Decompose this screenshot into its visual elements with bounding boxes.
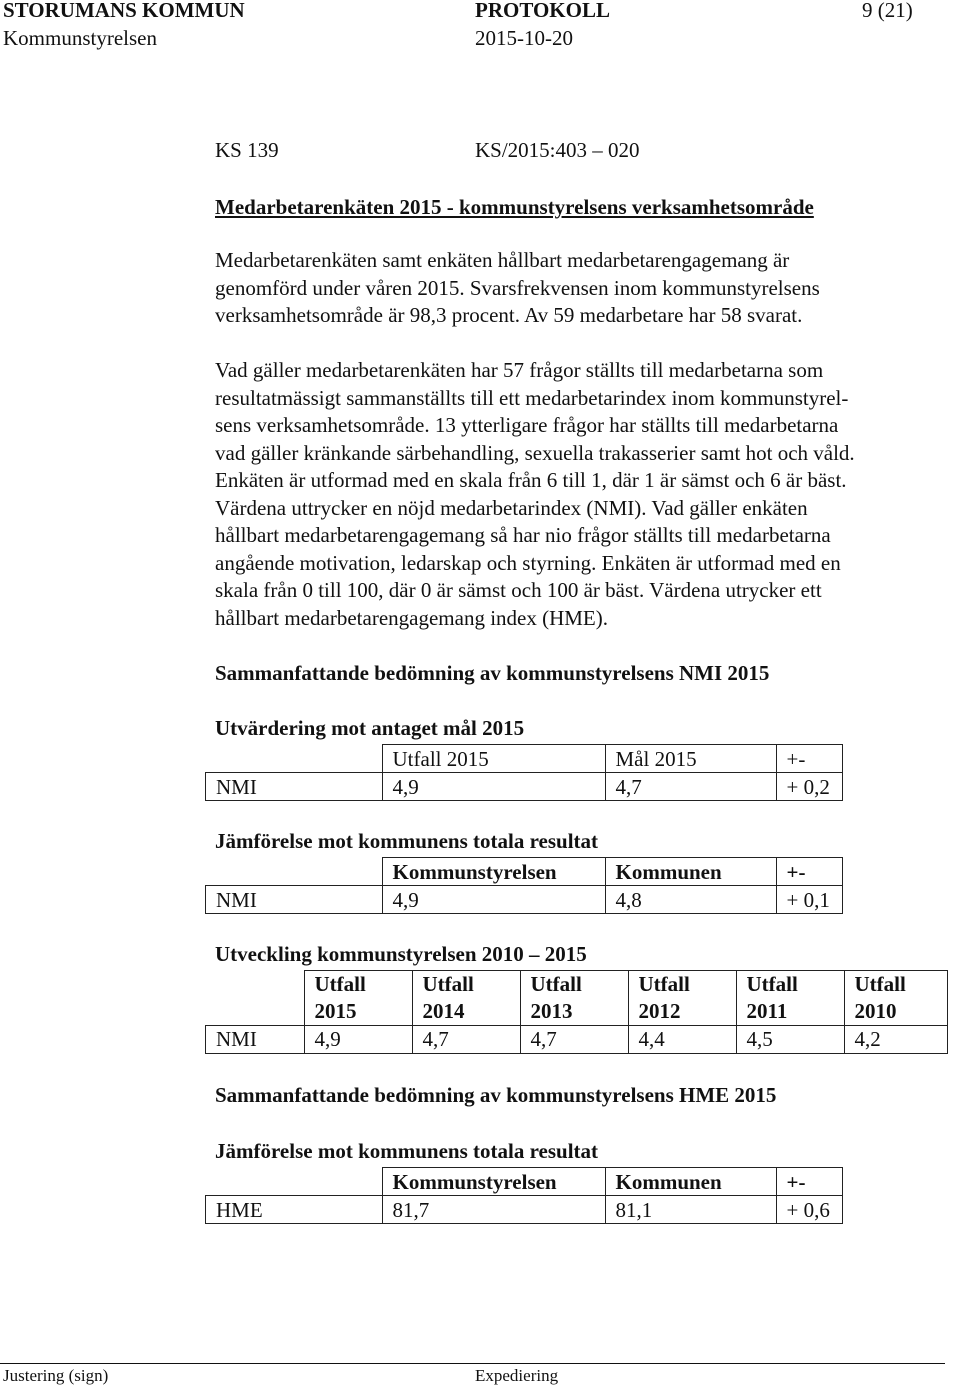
header-word: Utfall: [746, 972, 798, 996]
table-header-cell: [412, 971, 520, 1026]
table-header-cell: Mål 2015: [605, 745, 776, 773]
table-cell: 4,8: [605, 886, 776, 914]
table-header-cell: [628, 971, 736, 1026]
header-year: 2012: [638, 999, 681, 1023]
table-cell: 4,9: [304, 1026, 412, 1054]
nmi-section-heading: Sammanfattande bedömning av kommunstyrelsens NMI 2015: [215, 661, 770, 685]
header-word: Utfall: [314, 972, 366, 996]
nmi-trend-table: [205, 970, 948, 1054]
table-corner: [206, 745, 383, 773]
header-year: 2015: [314, 999, 357, 1023]
body-paragraph: [215, 357, 950, 632]
table-header-cell: +-: [776, 1168, 842, 1196]
nmi-compare-table: [205, 857, 843, 914]
body-name: Kommunstyrelsen: [3, 26, 157, 50]
table-cell: 4,7: [412, 1026, 520, 1054]
text-line: Enkäten är utformad med en skala från 6 till 1, där 1 är sämst och 6 är bäst.: [215, 468, 847, 492]
case-number: KS 139: [215, 138, 279, 162]
table-header-cell: [736, 971, 844, 1026]
header-word: Utfall: [638, 972, 690, 996]
text-line: verksamhetsområde är 98,3 procent. Av 59 medarbetare har 58 svarat.: [215, 303, 803, 327]
text-line: hållbart medarbetarengagemang index (HME).: [215, 605, 609, 630]
table-cell: + 0,6: [776, 1196, 842, 1224]
meeting-date: 2015-10-20: [475, 26, 573, 50]
text-line: genomförd under våren 2015. Svarsfrekvensen inom kommunstyrelsens: [215, 275, 820, 300]
hme-compare-table: [205, 1167, 843, 1224]
text-line: Vad gäller medarbetarenkäten har 57 frågor ställts till medarbetarna som: [215, 358, 824, 382]
table-cell: 4,7: [605, 773, 776, 801]
hme-compare-heading: Jämförelse mot kommunens totala resultat: [215, 1139, 599, 1163]
case-title: Medarbetarenkäten 2015 - kommunstyrelsens verksamhetsområde: [215, 195, 814, 219]
table-header-cell: [844, 971, 947, 1026]
hme-section-heading: Sammanfattande bedömning av kommunstyrelsens HME 2015: [215, 1083, 777, 1107]
table-header-cell: [304, 971, 412, 1026]
table-row: [206, 1026, 948, 1054]
header-year: 2013: [530, 999, 573, 1023]
organization-name: STORUMANS KOMMUN: [3, 0, 245, 22]
table-cell: 4,9: [382, 773, 605, 801]
table-cell: 4,9: [382, 886, 605, 914]
header-year: 2010: [854, 999, 897, 1023]
header-year: 2011: [746, 999, 788, 1023]
table-cell: 4,2: [844, 1026, 947, 1054]
table-cell: + 0,2: [776, 773, 842, 801]
table-cell: NMI: [206, 773, 383, 801]
text-line: vad gäller kränkande särbehandling, sexuella trakasserier samt hot och våld.: [215, 440, 855, 465]
table-header-cell: +-: [776, 745, 842, 773]
table-corner: [206, 1168, 383, 1196]
table-header-row: [206, 858, 843, 886]
table-header-cell: Kommunstyrelsen: [382, 858, 605, 886]
case-reference: KS/2015:403 – 020: [475, 138, 640, 162]
text-line: Medarbetarenkäten samt enkäten hållbart medarbetarengagemang är: [215, 248, 790, 272]
table-cell: 4,5: [736, 1026, 844, 1054]
table-corner: [206, 971, 305, 1026]
intro-paragraph: [215, 247, 950, 330]
text-line: skala från 0 till 100, där 0 är sämst och 100 är bäst. Värdena utrycker ett: [215, 578, 822, 602]
table-header-cell: Utfall 2015: [382, 745, 605, 773]
table-header-row: [206, 1168, 843, 1196]
table-cell: NMI: [206, 1026, 305, 1054]
header-word: Utfall: [854, 972, 906, 996]
page-number: 9 (21): [862, 0, 913, 22]
text-line: sens verksamhetsområde. 13 ytterligare frågor har ställts till medarbetarna: [215, 413, 839, 437]
table-header-cell: +-: [776, 858, 842, 886]
nmi-compare-heading: Jämförelse mot kommunens totala resultat: [215, 829, 599, 853]
table-cell: NMI: [206, 886, 383, 914]
text-line: hållbart medarbetarengagemang så har nio frågor ställts till medarbetarna: [215, 523, 831, 547]
table-header-cell: Kommunen: [605, 1168, 776, 1196]
nmi-goal-table: [205, 744, 843, 801]
table-header-cell: Kommunstyrelsen: [382, 1168, 605, 1196]
header-word: Utfall: [530, 972, 582, 996]
nmi-trend-heading: Utveckling kommunstyrelsen 2010 – 2015: [215, 942, 587, 966]
table-cell: 81,1: [605, 1196, 776, 1224]
table-cell: 4,7: [520, 1026, 628, 1054]
table-cell: 4,4: [628, 1026, 736, 1054]
table-header-cell: Kommunen: [605, 858, 776, 886]
text-line: Värdena uttrycker en nöjd medarbetarindex (NMI). Vad gäller enkäten: [215, 495, 808, 520]
header-year: 2014: [422, 999, 465, 1023]
table-row: [206, 886, 843, 914]
footer-rule: [0, 1363, 945, 1364]
header-word: Utfall: [422, 972, 474, 996]
footer-justering: Justering (sign): [3, 1366, 109, 1385]
text-line: resultatmässigt sammanställts till ett medarbetarindex inom kommunstyrel-: [215, 385, 849, 410]
text-line: angående motivation, ledarskap och styrning. Enkäten är utformad med en: [215, 550, 841, 575]
table-cell: 81,7: [382, 1196, 605, 1224]
table-corner: [206, 858, 383, 886]
goal-heading: Utvärdering mot antaget mål 2015: [215, 716, 525, 740]
table-row: [206, 1196, 843, 1224]
footer-expediering: Expediering: [475, 1366, 559, 1385]
table-header-cell: [520, 971, 628, 1026]
table-row: [206, 773, 843, 801]
table-header-row: [206, 971, 948, 1026]
table-cell: HME: [206, 1196, 383, 1224]
document-type: PROTOKOLL: [475, 0, 610, 22]
table-header-row: [206, 745, 843, 773]
table-cell: + 0,1: [776, 886, 842, 914]
